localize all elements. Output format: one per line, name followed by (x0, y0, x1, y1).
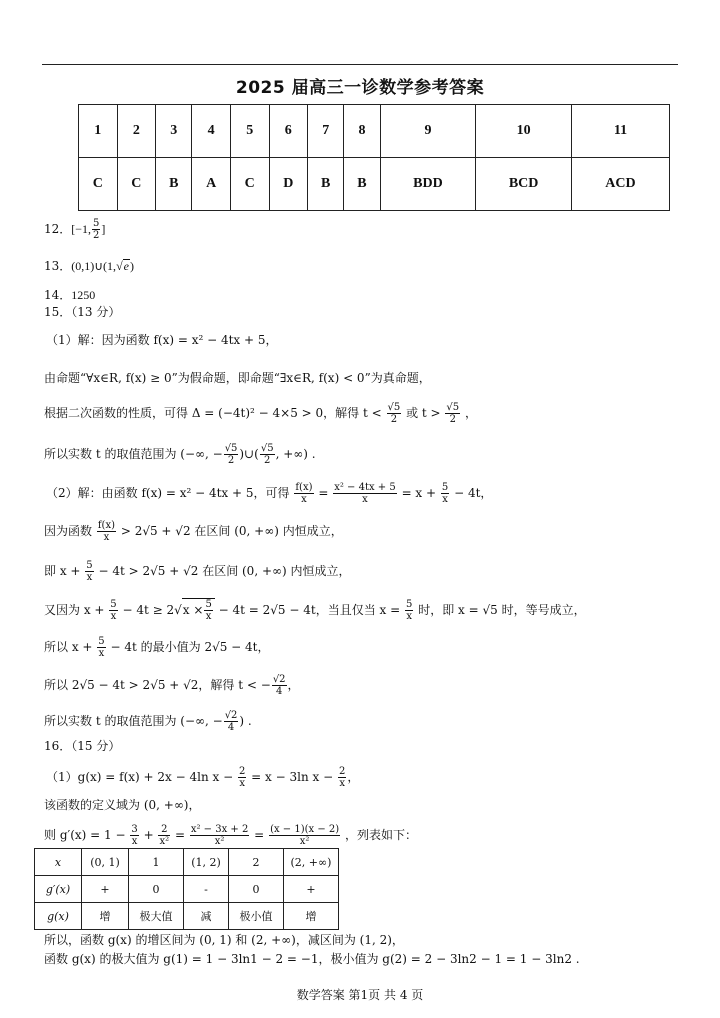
q16-line1 (46, 766, 359, 789)
numerator: f(x) (97, 520, 115, 531)
denominator: x (98, 648, 105, 659)
text-segment: ，列表如下： (344, 828, 417, 842)
fraction-sqrt5-over-2 (224, 443, 239, 466)
denominator: x (301, 494, 307, 505)
text-segment: − 4t ≥ 2 (122, 603, 175, 617)
q13-text: (0,1)∪(1, (71, 259, 117, 273)
fraction-fx-over-x (97, 520, 116, 543)
q15-p2-intro: （2）解：由函数 f(x) = x² − 4tx + 5，可得 $\frac{f(x)}{x}$ = $\frac{\text{x² − 4tx + 5}}{x}$ = x + $\frac{5}{x}$ − 4t， (46, 482, 493, 505)
denominator: x (110, 611, 117, 622)
answer-table-answer-row (79, 158, 670, 211)
denominator: x (239, 778, 245, 789)
table-row-derivative (35, 876, 339, 903)
table-cell: 2 (229, 849, 284, 876)
text-segment: x × (182, 603, 204, 617)
text-segment: 即 x + (44, 564, 81, 578)
table-cell: 增 (284, 903, 339, 930)
q15-p2-line7 (44, 710, 252, 733)
fraction-2-over-x (238, 766, 246, 789)
table-cell: (1, 2) (184, 849, 229, 876)
q16-line4: 所以，函数 g(x) 的增区间为 (0, 1) 和 (2, +∞)，减区间为 (1, 2)， (44, 933, 404, 947)
text-segment: 所以 2√5 − 4t > 2√5 + √2，解得 t < − (44, 678, 271, 692)
q16-header: 16．（15 分） (44, 739, 121, 753)
question-number: 9 (380, 105, 476, 158)
denominator: x (442, 494, 448, 505)
fraction-sqrt5-over-2 (445, 402, 460, 425)
q14-answer: 1250 (71, 288, 96, 302)
q15-p1-intro: （1）解：因为函数 f(x) = x² − 4tx + 5， (46, 333, 278, 347)
denominator: x (131, 836, 138, 847)
numerator: 5 (441, 482, 449, 493)
answer-cell: BCD (476, 158, 572, 211)
text-segment: − 4t > 2√5 + √2 在区间 (0, +∞) 内恒成立， (98, 564, 351, 578)
numerator: (x − 1)(x − 2) (270, 824, 340, 835)
numerator: 5 (93, 218, 100, 229)
denominator: x² (159, 836, 170, 847)
fraction-5-over-x (85, 560, 93, 583)
text-segment: = (174, 828, 186, 842)
numerator: 5 (205, 599, 212, 610)
text-segment: ) . (239, 714, 252, 728)
denominator: x² (299, 836, 310, 847)
table-cell: (2, +∞) (284, 849, 339, 876)
answer-cell: C (79, 158, 118, 211)
text-segment: = (254, 828, 265, 842)
answer-cell: ACD (571, 158, 669, 211)
table-cell: 0 (129, 876, 184, 903)
denominator: 2 (449, 414, 456, 425)
text-segment: ， (287, 678, 300, 692)
table-cell: 0 (229, 876, 284, 903)
text-segment: 则 g′(x) = 1 − (44, 828, 126, 842)
q12-close: ] (101, 222, 106, 236)
numerator: x² − 4tx + 5 (334, 482, 396, 493)
text-segment: 又因为 x + (44, 603, 105, 617)
table-cell: g′(x) (35, 876, 82, 903)
table-cell: x (35, 849, 82, 876)
text-segment: （1）g(x) = f(x) + 2x − 4ln x − (46, 770, 234, 784)
numerator: 5 (98, 636, 105, 647)
denominator: 2 (227, 455, 235, 466)
fraction-5-over-x (441, 482, 449, 505)
answer-cell: B (344, 158, 380, 211)
text-segment: + (143, 828, 154, 842)
fraction-3-over-x (130, 824, 138, 847)
q15-p2-line4: 又因为 x + $\frac{5}{x}$ − 4t ≥ 2√x × $\frac{5}{x}$ − 4t = 2√5 − 4t，当且仅当 x = $\frac{5}{x}$ 时，即 x = √5 时，等号成立， (44, 599, 586, 622)
text-segment: 或 t > (406, 406, 441, 420)
numerator: 2 (158, 824, 170, 836)
answer-cell: A (192, 158, 231, 211)
q13-close: ) (129, 259, 134, 273)
answer-cell: C (230, 158, 269, 211)
question-number: 3 (156, 105, 192, 158)
table-cell: 增 (82, 903, 129, 930)
q16-line5: 函数 g(x) 的极大值为 g(1) = 1 − 3ln1 − 2 = −1，极小值为 g(2) = 2 − 3ln2 − 1 = 1 − 3ln2 . (44, 952, 580, 966)
denominator: 2 (264, 455, 271, 466)
table-cell: 1 (129, 849, 184, 876)
q13-sqrt: e (123, 259, 129, 273)
question-number: 8 (344, 105, 380, 158)
text-segment: )∪( (239, 447, 259, 461)
numerator: 3 (131, 824, 138, 835)
denominator: 4 (275, 686, 283, 697)
table-cell: g(x) (35, 903, 82, 930)
denominator: 2 (93, 230, 100, 241)
text-segment: （2）解：由函数 f(x) = x² − 4tx + 5，可得 (46, 486, 290, 500)
q13-label: 13． (44, 259, 72, 273)
text-segment: , +∞) . (275, 447, 316, 461)
fraction-poly-over-x (333, 482, 397, 505)
fraction-2-over-x2 (158, 824, 170, 847)
denominator: 4 (227, 722, 235, 733)
fraction-5-over-x (109, 599, 117, 622)
denominator: 2 (390, 414, 398, 425)
numerator: √2 (272, 674, 286, 685)
question-number: 11 (571, 105, 669, 158)
question-number: 4 (192, 105, 231, 158)
q15-p2-line5 (44, 636, 270, 659)
text-segment: 因为函数 (44, 524, 93, 538)
page-footer: 数学答案 第1页 共 4 页 (296, 988, 424, 1002)
numerator: f(x) (295, 482, 313, 493)
fraction-2-over-x (338, 766, 346, 789)
numerator: √5 (387, 402, 401, 413)
denominator: x² (214, 836, 225, 847)
numerator: √5 (224, 443, 238, 454)
fraction-sqrt2-over-4 (224, 710, 239, 733)
fraction-5-over-x (204, 599, 212, 622)
question-number: 6 (269, 105, 308, 158)
fraction-factored-over-x2 (269, 824, 340, 847)
table-cell: (0, 1) (82, 849, 129, 876)
q16-line2: 该函数的定义域为 (0, +∞)， (44, 798, 201, 812)
q15-p2-line3 (44, 560, 351, 583)
text-segment: 时，即 x = √5 时，等号成立， (418, 603, 586, 617)
q15-p2-line6 (44, 674, 300, 697)
q12-label: 12． (44, 222, 72, 236)
table-cell: + (82, 876, 129, 903)
sqrt-product (182, 598, 215, 622)
text-segment: 根据二次函数的性质，可得 Δ = (−4t)² − 4×5 > 0，解得 t < (44, 406, 382, 420)
q15-header: 15．（13 分） (44, 305, 121, 319)
answer-cell: B (156, 158, 192, 211)
top-rule (42, 64, 678, 65)
text-segment: = x − 3ln x − (251, 770, 334, 784)
answer-table (78, 104, 670, 211)
monotonicity-table (34, 848, 339, 930)
q16-line3 (44, 824, 417, 847)
fraction-poly-over-x2 (190, 824, 250, 847)
numerator: 5 (86, 560, 93, 571)
q14-line (44, 287, 95, 303)
text-segment: − 4t = 2√5 − 4t，当且仅当 x = (218, 603, 401, 617)
fraction-fx-over-x (294, 482, 313, 505)
table-cell: 极小值 (229, 903, 284, 930)
table-row-function (35, 903, 339, 930)
numerator: 2 (338, 766, 346, 777)
q12-line (44, 218, 105, 241)
table-cell: + (284, 876, 339, 903)
q12-text: [−1, (71, 222, 92, 236)
q15-p1-line3: 根据二次函数的性质，可得 Δ = (−4t)² − 4×5 > 0，解得 t < $\frac{√5}{2}$ 或 t > $\frac{√5}{2}$ ， (44, 402, 477, 425)
denominator: x (205, 611, 212, 622)
denominator: x (103, 532, 110, 543)
q15-p2-line2 (44, 520, 343, 543)
table-row-x (35, 849, 339, 876)
text-segment: ， (347, 770, 360, 784)
fraction-sqrt5-over-2 (260, 443, 275, 466)
table-cell: 减 (184, 903, 229, 930)
text-segment: − 4t， (454, 486, 493, 500)
text-segment: = x + (401, 486, 437, 500)
numerator: √5 (446, 402, 460, 413)
q15-p1-line2: 由命题“∀x∈R, f(x) ≥ 0”为假命题，即命题“∃x∈R, f(x) < 0”为真命题， (44, 371, 431, 385)
numerator: √2 (224, 710, 238, 721)
answer-cell: BDD (380, 158, 476, 211)
q15-p1-line4 (44, 443, 316, 466)
answer-cell: C (117, 158, 156, 211)
q12-fraction (92, 218, 100, 241)
numerator: 2 (238, 766, 246, 777)
q14-label: 14． (44, 288, 72, 302)
text-segment: 所以实数 t 的取值范围为 (−∞, − (44, 714, 223, 728)
fraction-sqrt5-over-2 (387, 402, 402, 425)
page-title: 2025 届高三一诊数学参考答案 (235, 78, 485, 98)
numerator: √5 (260, 443, 274, 454)
answer-cell: D (269, 158, 308, 211)
denominator: x (339, 778, 345, 789)
question-number: 1 (79, 105, 118, 158)
answer-cell: B (308, 158, 344, 211)
answer-table-number-row (79, 105, 670, 158)
question-number: 2 (117, 105, 156, 158)
numerator: 5 (406, 599, 413, 610)
fraction-5-over-x (405, 599, 413, 622)
fraction-5-over-x (97, 636, 105, 659)
numerator: 5 (110, 599, 117, 610)
question-number: 5 (230, 105, 269, 158)
question-number: 10 (476, 105, 572, 158)
text-segment: 所以 x + (44, 640, 93, 654)
numerator: x² − 3x + 2 (190, 824, 249, 835)
text-segment: 所以实数 t 的取值范围为 (−∞, − (44, 447, 223, 461)
denominator: x (86, 572, 93, 583)
denominator: x (406, 611, 412, 622)
q13-line: 13．(0,1)∪(1,√e) (44, 259, 134, 273)
question-number: 7 (308, 105, 344, 158)
fraction-sqrt2-over-4 (272, 674, 287, 697)
table-cell: 极大值 (129, 903, 184, 930)
denominator: x (362, 494, 368, 505)
table-cell: - (184, 876, 229, 903)
text-segment: − 4t 的最小值为 2√5 − 4t， (110, 640, 270, 654)
text-segment: > 2√5 + √2 在区间 (0, +∞) 内恒成立， (120, 524, 343, 538)
